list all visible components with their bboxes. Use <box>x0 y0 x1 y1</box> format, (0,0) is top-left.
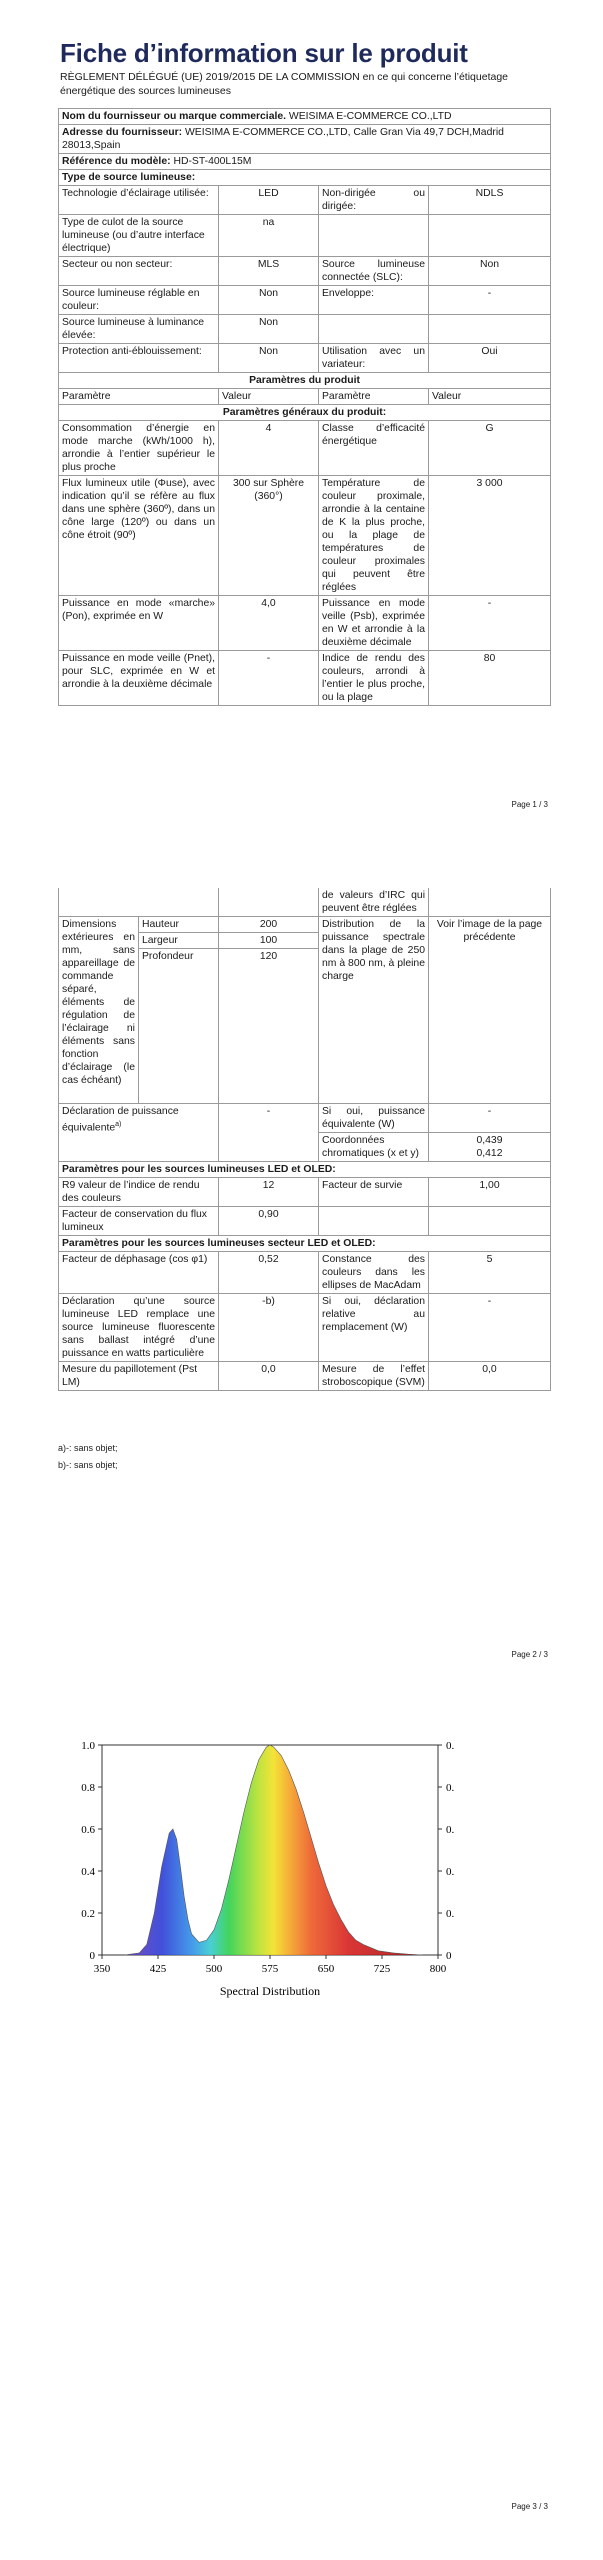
tunable-label: Source lumineuse réglable en couleur: <box>59 286 219 315</box>
height-value: 200 <box>219 917 319 933</box>
x-axis-label: Spectral Distribution <box>219 1984 321 1998</box>
equiv-footnote-ref: a) <box>115 1121 122 1128</box>
cct-value: 3 000 <box>429 476 551 596</box>
dims-label: Dimensions extérieures en mm, sans appareillage de commande séparé, éléments de régulation de l’éclairage ni éléments sans fonction d’éclairage (le cas échéant) <box>59 917 139 1104</box>
page-number: Page 1 / 3 <box>511 800 548 809</box>
params-header: Paramètres du produit <box>59 373 551 389</box>
chroma-label: Coordonnées chromatiques (x et y) <box>319 1133 429 1162</box>
cri-label: Indice de rendu des couleurs, arrondi à l’entier le plus proche, ou la plage <box>319 651 429 706</box>
depth-label: Profondeur <box>139 949 219 1104</box>
height-label: Hauteur <box>139 917 219 933</box>
model-value: HD-ST-400L15M <box>173 156 252 167</box>
regulation-subtitle: RÈGLEMENT DÉLÉGUÉ (UE) 2019/2015 DE LA COMMISSION en ce qui concerne l’étiquetage énergétique des sources lumineuses <box>60 71 509 97</box>
dimmer-label: Utilisation avec un variateur: <box>319 344 429 373</box>
glare-label: Protection anti-éblouissement: <box>59 344 219 373</box>
chroma-x: 0,439 <box>476 1135 503 1146</box>
surv-value: 1,00 <box>429 1178 551 1207</box>
address-value: WEISIMA E-COMMERCE CO.,LTD, Calle Gran Via 49,7 DCH,Madrid 28013,Spain <box>62 127 504 151</box>
mains-value: MLS <box>219 257 319 286</box>
right-tick-label: 0. <box>446 1782 455 1794</box>
maint-label: Facteur de conservation du flux lumineux <box>59 1207 219 1236</box>
footnote-b: b)-: sans objet; <box>58 1460 118 1470</box>
supplier-label: Nom du fournisseur ou marque commerciale. <box>62 111 287 122</box>
footnote-a: a)-: sans objet; <box>58 1443 118 1453</box>
x-tick-label: 800 <box>429 1963 447 1975</box>
dimmer-value: Oui <box>429 344 551 373</box>
pnet-label: Puissance en mode veille (Pnet), pour SLC, exprimée en W et arrondie à la deuxième décimale <box>59 651 219 706</box>
highlum-label: Source lumineuse à luminance élevée: <box>59 315 219 344</box>
x-tick-label: 575 <box>261 1963 279 1975</box>
macadam-value: 5 <box>429 1252 551 1294</box>
energy-label: Consommation d’énergie en mode marche (kWh/1000 h), arrondie à l’entier supérieur le plus proche <box>59 421 219 476</box>
width-value: 100 <box>219 933 319 949</box>
repl2-value: - <box>429 1294 551 1362</box>
y-tick-label: 1.0 <box>81 1740 95 1752</box>
repl-value: -b) <box>219 1294 319 1362</box>
led-header: Paramètres pour les sources lumineuses LED et OLED: <box>59 1162 551 1178</box>
spd-value: Voir l’image de la page précédente <box>429 917 551 1104</box>
class-value: G <box>429 421 551 476</box>
y-tick-label: 0 <box>89 1950 95 1962</box>
right-tick-label: 0. <box>446 1740 455 1752</box>
supplier-table <box>58 108 551 706</box>
pf-label: Facteur de déphasage (cos φ1) <box>59 1252 219 1294</box>
source-type-header: Type de source lumineuse: <box>59 170 551 186</box>
r9-value: 12 <box>219 1178 319 1207</box>
r9-label: R9 valeur de l’indice de rendu des couleurs <box>59 1178 219 1207</box>
psb-value: - <box>429 596 551 651</box>
glare-value: Non <box>219 344 319 373</box>
spd-label: Distribution de la puissance spectrale dans la plage de 250 nm à 800 nm, à pleine charge <box>319 917 429 1104</box>
document-title: Fiche d’information sur le produit <box>60 38 468 68</box>
tech-label: Technologie d’éclairage utilisée: <box>59 186 219 215</box>
general-header: Paramètres généraux du produit: <box>59 405 551 421</box>
repl2-label: Si oui, déclaration relative au remplacement (W) <box>319 1294 429 1362</box>
supplier-value: WEISIMA E-COMMERCE CO.,LTD <box>288 111 452 122</box>
right-tick-label: 0. <box>446 1866 455 1878</box>
width-label: Largeur <box>139 933 219 949</box>
depth-value: 120 <box>219 949 319 1104</box>
pf-value: 0,52 <box>219 1252 319 1294</box>
cap-value: na <box>219 215 319 257</box>
spectral-distribution-chart <box>60 1735 480 2015</box>
x-tick-label: 500 <box>205 1963 223 1975</box>
pon-label: Puissance en mode «marche» (Pon), exprimée en W <box>59 596 219 651</box>
equivw-label: Si oui, puissance équivalente (W) <box>319 1104 429 1133</box>
directional-label: Non-dirigée ou dirigée: <box>319 186 429 215</box>
x-tick-label: 350 <box>93 1963 111 1975</box>
envelope-value: - <box>429 286 551 315</box>
flicker-label: Mesure du papillotement (Pst LM) <box>59 1362 219 1391</box>
right-tick-label: 0. <box>446 1908 455 1920</box>
spectrum-area <box>102 1745 438 1955</box>
pon-value: 4,0 <box>219 596 319 651</box>
envelope-label: Enveloppe: <box>319 286 429 315</box>
col-param-1: Paramètre <box>59 389 219 405</box>
class-label: Classe d’efficacité énergétique <box>319 421 429 476</box>
page-number: Page 3 / 3 <box>511 2502 548 2511</box>
col-value-2: Valeur <box>429 389 551 405</box>
equivw-value: - <box>429 1104 551 1133</box>
chroma-y: 0,412 <box>476 1148 503 1159</box>
y-tick-label: 0.2 <box>81 1908 95 1920</box>
tunable-value: Non <box>219 286 319 315</box>
directional-value: NDLS <box>429 186 551 215</box>
x-tick-label: 725 <box>373 1963 391 1975</box>
cap-label: Type de culot de la source lumineuse (ou d’autre interface électrique) <box>59 215 219 257</box>
page-number: Page 2 / 3 <box>511 1650 548 1659</box>
equiv-label: Déclaration de puissance équivalente <box>62 1106 179 1134</box>
surv-label: Facteur de survie <box>319 1178 429 1207</box>
col-param-2: Paramètre <box>319 389 429 405</box>
flux-value: 300 sur Sphère (360°) <box>219 476 319 596</box>
tech-value: LED <box>219 186 319 215</box>
pnet-value: - <box>219 651 319 706</box>
repl-label: Déclaration qu’une source lumineuse LED remplace une source lumineuse fluorescente sans ballast intégré d’une puissance en watts particulière <box>59 1294 219 1362</box>
connected-label: Source lumineuse connectée (SLC): <box>319 257 429 286</box>
params-table-continued <box>58 888 551 1391</box>
y-tick-label: 0.6 <box>81 1824 95 1836</box>
address-label: Adresse du fournisseur: <box>62 127 183 138</box>
right-tick-label: 0 <box>446 1950 452 1962</box>
equiv-value: - <box>219 1104 319 1162</box>
energy-value: 4 <box>219 421 319 476</box>
x-tick-label: 650 <box>317 1963 335 1975</box>
mains-label: Secteur ou non secteur: <box>59 257 219 286</box>
cri-label-cont: de valeurs d’IRC qui peuvent être réglées <box>319 888 429 917</box>
y-tick-label: 0.4 <box>81 1866 95 1878</box>
highlum-value: Non <box>219 315 319 344</box>
svm-value: 0,0 <box>429 1362 551 1391</box>
cri-value: 80 <box>429 651 551 706</box>
model-label: Référence du modèle: <box>62 156 171 167</box>
mains-header: Paramètres pour les sources lumineuses secteur LED et OLED: <box>59 1236 551 1252</box>
psb-label: Puissance en mode veille (Psb), exprimée en W et arrondie à la deuxième décimale <box>319 596 429 651</box>
macadam-label: Constance des couleurs dans les ellipses de MacAdam <box>319 1252 429 1294</box>
flux-label: Flux lumineux utile (Φuse), avec indication qu’il se réfère au flux dans une sphère (360º), dans un cône large (120º) ou dans un cône étroit (90º) <box>59 476 219 596</box>
svm-label: Mesure de l’effet stroboscopique (SVM) <box>319 1362 429 1391</box>
flicker-value: 0,0 <box>219 1362 319 1391</box>
connected-value: Non <box>429 257 551 286</box>
x-tick-label: 425 <box>149 1963 167 1975</box>
cct-label: Température de couleur proximale, arrondie à la centaine de K la plus proche, ou la plage de températures de couleur proximales qui peuvent être réglées <box>319 476 429 596</box>
right-tick-label: 0. <box>446 1824 455 1836</box>
col-value-1: Valeur <box>219 389 319 405</box>
maint-value: 0,90 <box>219 1207 319 1236</box>
y-tick-label: 0.8 <box>81 1782 95 1794</box>
